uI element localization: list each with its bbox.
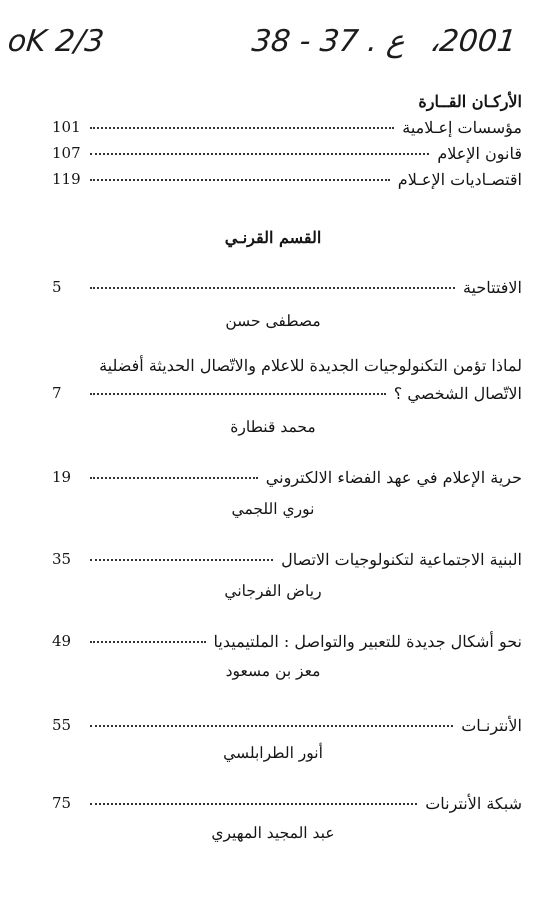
toc-entry-page: 101 [52,118,81,136]
toc-entry [52,550,522,569]
dot-leader [90,641,206,643]
toc-entry [52,716,522,735]
toc-entry [52,384,522,403]
toc-entry-title: الأنترنـات [461,716,522,735]
toc-entry-title: نحو أشكال جديدة للتعبير والتواصل : الملتيميديا [213,632,522,651]
toc-entry [52,794,522,813]
toc-entry-page: 7 [52,384,62,402]
toc-entry-title: حرية الإعلام في عهد الفضاء الالكتروني [265,468,522,487]
handwritten-note-issue: 38 - 37 . ع [250,24,407,59]
toc-entry-title: البنية الاجتماعية لتكنولوجيات الاتصال [281,550,522,569]
dot-leader [90,477,258,479]
toc-entry [52,278,522,297]
toc-entry-page: 75 [52,794,72,812]
dot-leader [90,127,394,129]
dot-leader [90,725,453,727]
toc-entry-author: نوري اللجمي [231,500,315,518]
section-heading-fixed-columns: الأركـان القــارة [418,92,522,111]
toc-entry-author: أنور الطرابلسي [223,744,323,762]
dot-leader [90,179,390,181]
toc-entry [52,468,522,487]
toc-entry-author: مصطفى حسن [225,312,321,330]
toc-entry-page: 107 [52,144,81,162]
toc-entry-page: 19 [52,468,72,486]
section-heading-century-section: القسم القرنـي [224,228,322,247]
toc-entry-page: 5 [52,278,62,296]
toc-entry-title: الاتّصال الشخصي ؟ [393,384,522,403]
toc-entry-author: محمد قنطارة [230,418,316,436]
toc-entry-title: الافتتاحية [462,278,522,297]
handwritten-note-ok: oK 2/3 [6,24,106,59]
dot-leader [90,393,386,395]
toc-entry [52,632,522,651]
dot-leader [90,803,417,805]
toc-entry-title-line1: لماذا تؤمن التكنولوجيات الجديدة للاعلام والاتّصال الحديثة أفضلية [99,356,522,375]
dot-leader [90,287,455,289]
toc-entry-author: معز بن مسعود [225,662,321,680]
toc-entry [52,144,522,163]
toc-entry-page: 49 [52,632,72,650]
toc-entry [52,170,522,189]
toc-entry-page: 35 [52,550,72,568]
toc-entry-page: 55 [52,716,72,734]
toc-entry-author: رياض الفرجاني [224,582,322,600]
dot-leader [90,559,273,561]
toc-entry [52,118,522,137]
toc-entry-title: شبكة الأنترنات [425,794,522,813]
toc-entry-title: مؤسسات إعـلامية [402,118,522,137]
toc-entry-author: عبد المجيد المهيري [211,824,335,842]
toc-entry-title: قانون الإعلام [437,144,522,163]
dot-leader [90,153,429,155]
handwritten-note-year: ،2001 [428,24,518,59]
toc-entry-title: اقتصـاديات الإعـلام [397,170,522,189]
toc-entry-page: 119 [52,170,81,188]
